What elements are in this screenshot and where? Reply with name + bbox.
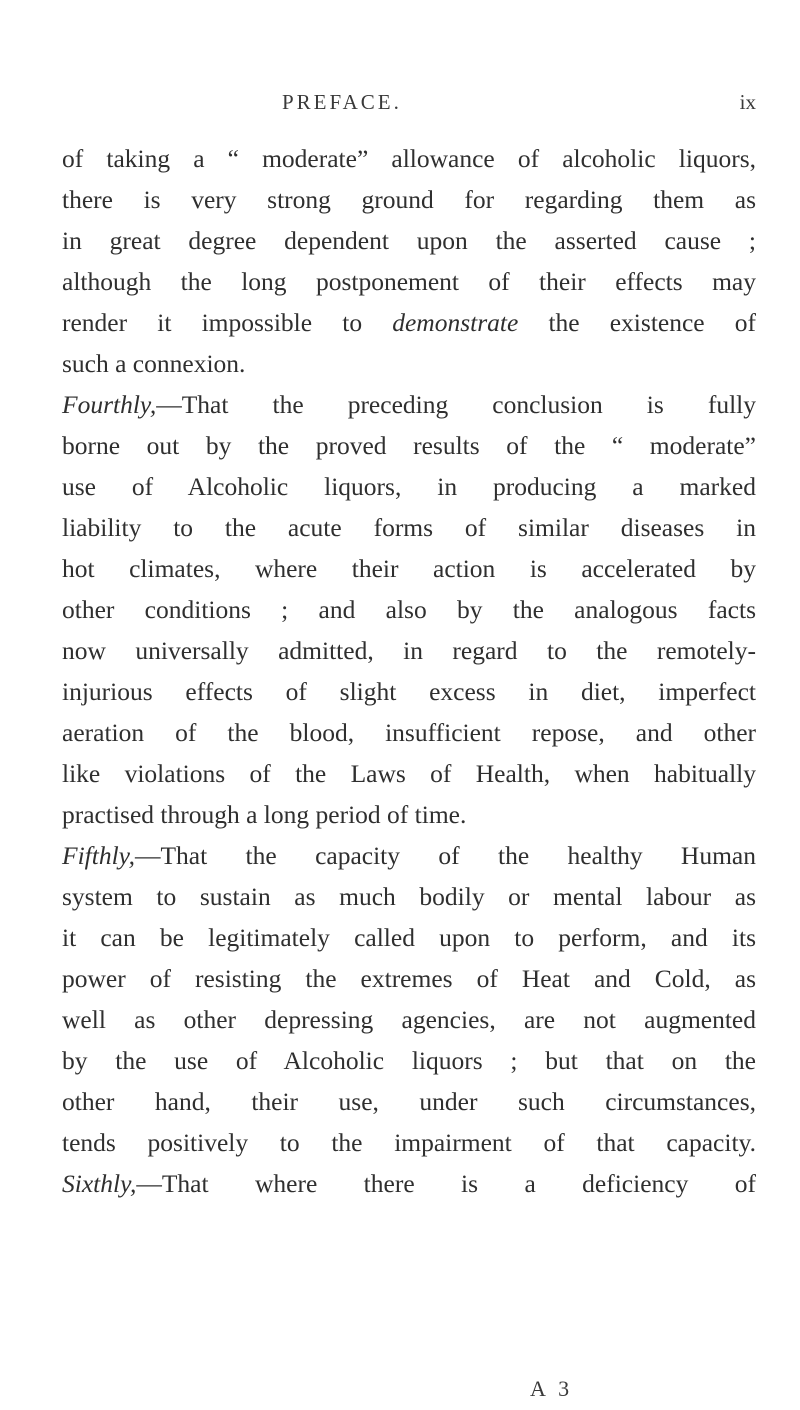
line-segment: —That where there is a deficiency of [136, 1169, 756, 1198]
text-line: it can be legitimately called upon to perform, and its [62, 923, 756, 952]
line-segment: —That the capacity of the healthy Human [134, 841, 756, 870]
text-line [62, 302, 756, 343]
text-line: liability to the acute forms of similar diseases in [62, 513, 756, 542]
signature-mark: A 3 [530, 1376, 574, 1401]
italic-emphasis: demonstrate [392, 308, 519, 337]
italic-emphasis: Fifthly, [62, 841, 135, 870]
text-line: aeration of the blood, insufficient repose, and other [62, 718, 756, 747]
text-line: system to sustain as much bodily or mental labour as [62, 882, 756, 911]
text-line: other hand, their use, under such circumstances, [62, 1087, 756, 1116]
text-line [62, 835, 756, 876]
text-line: injurious effects of slight excess in diet, imperfect [62, 677, 756, 706]
text-line: although the long postponement of their effects may [62, 267, 756, 296]
text-line: tends positively to the impairment of that capacity. [62, 1128, 756, 1157]
text-line: practised through a long period of time. [62, 800, 467, 829]
text-line [62, 1163, 756, 1204]
text-line: borne out by the proved results of the “ moderate” [62, 431, 756, 460]
text-line: in great degree dependent upon the asserted cause ; [62, 226, 756, 255]
text-line: by the use of Alcoholic liquors ; but that on the [62, 1046, 756, 1075]
text-line: like violations of the Laws of Health, when habitually [62, 759, 756, 788]
page-header [62, 90, 756, 120]
text-line: of taking a “ moderate” allowance of alcoholic liquors, [62, 144, 756, 173]
italic-emphasis: Sixthly, [62, 1169, 137, 1198]
line-segment: —That the preceding conclusion is fully [156, 390, 756, 419]
text-line: use of Alcoholic liquors, in producing a marked [62, 472, 756, 501]
text-line: there is very strong ground for regarding them as [62, 185, 756, 214]
line-segment: render it impossible to [62, 308, 393, 337]
text-line: well as other depressing agencies, are not augmented [62, 1005, 756, 1034]
text-line: other conditions ; and also by the analogous facts [62, 595, 756, 624]
text-line: such a connexion. [62, 349, 246, 378]
body-text [62, 138, 756, 1204]
text-line: now universally admitted, in regard to the remotely- [62, 636, 756, 665]
text-line [62, 384, 756, 425]
italic-emphasis: Fourthly, [62, 390, 157, 419]
text-line: hot climates, where their action is accelerated by [62, 554, 756, 583]
running-head: PREFACE. [282, 90, 402, 114]
line-segment: the existence of [518, 308, 756, 337]
text-line: power of resisting the extremes of Heat and Cold, as [62, 964, 756, 993]
page-number: ix [739, 90, 756, 114]
